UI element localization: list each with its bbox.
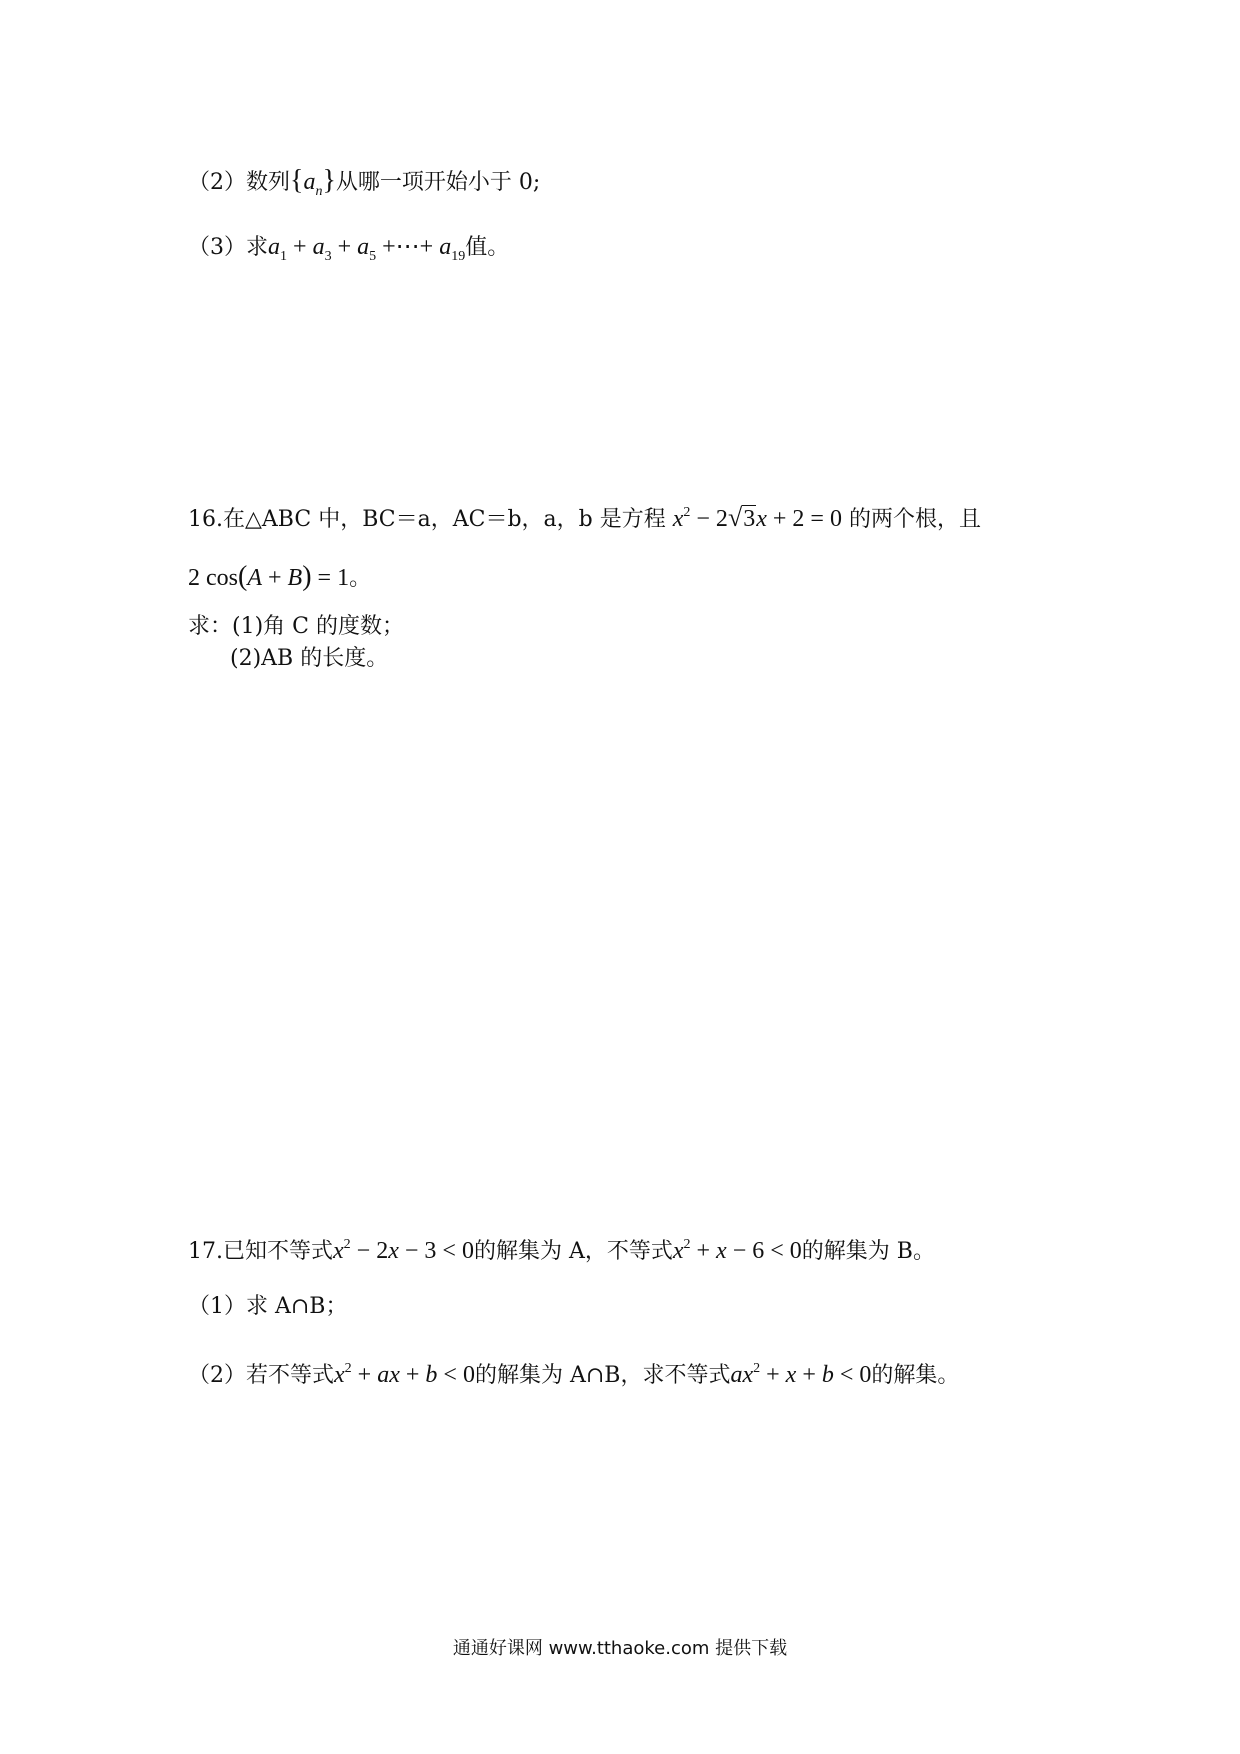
q17-inequality-b: $x^2 + x - 6 < 0$ xyxy=(672,1237,802,1264)
q16-text-a: 在△ABC 中，BC＝a，AC＝b，a，b 是方程 xyxy=(223,507,666,532)
q16-condition xyxy=(188,562,371,594)
q16-text-b: 的两个根，且 xyxy=(848,507,981,532)
q17-part2-line xyxy=(188,1354,959,1391)
q17-inequality-c: $x^2$ + ax + b < 0 xyxy=(334,1361,475,1388)
q17-part2-text-b: 的解集为 A∩B，求不等式 xyxy=(474,1363,731,1388)
q17-text-c: 的解集为 B。 xyxy=(801,1239,935,1264)
q17-part1: （1）求 A∩B； xyxy=(188,1294,348,1319)
q17-number: 17. xyxy=(188,1239,223,1264)
page-footer: 通通好课网 www.tthaoke.com 提供下载 xyxy=(452,1638,788,1659)
q17-inequality-d: $ax^2 + x + b < 0$ xyxy=(730,1361,872,1388)
q15-part3-text-b: 值。 xyxy=(465,235,510,260)
q17-part2-label: （2） xyxy=(188,1363,246,1388)
q17-statement xyxy=(188,1230,935,1267)
q17-part2-text-c: 的解集。 xyxy=(871,1363,960,1388)
q17-text-a: 已知不等式 xyxy=(223,1239,334,1264)
q15-part3-label: （3） xyxy=(188,235,246,260)
q16-equation: $x^2 - 2√3x + 2 = 0$ xyxy=(672,503,842,532)
sequence-an-formula: $\{a_n\}$ xyxy=(290,165,336,199)
q16-cos-condition: 2 cos(A + B) = 1 xyxy=(188,561,350,592)
q16-ask1-line xyxy=(188,612,404,642)
q15-part2-label: （2） xyxy=(188,170,246,195)
q17-part2-text-a: 若不等式 xyxy=(246,1363,335,1388)
q15-part2-text-b: 从哪一项开始小于 0; xyxy=(335,170,541,195)
q17-part1-line xyxy=(188,1292,347,1322)
q15-part3 xyxy=(188,232,509,272)
q15-part2 xyxy=(188,166,540,207)
q17-inequality-a: $x^2 - 2x - 3 < 0$ xyxy=(333,1237,474,1264)
odd-terms-sum-formula: $a_1 + a_3 + a_5$ +⋯+ $a_{19}$ xyxy=(268,234,466,264)
q15-part3-text-a: 求 xyxy=(246,235,269,260)
q16-ask1: (1)角 C 的度数； xyxy=(232,614,404,639)
q16-condition-end: 。 xyxy=(349,566,372,591)
q17-text-b: 的解集为 A，不等式 xyxy=(473,1239,673,1264)
q16-statement xyxy=(188,498,981,535)
q15-part2-text-a: 数列 xyxy=(246,170,291,195)
q16-ask2-line xyxy=(230,644,388,674)
q16-ask-label: 求： xyxy=(188,614,233,639)
q16-number: 16. xyxy=(188,507,223,532)
q16-ask2: (2)AB 的长度。 xyxy=(230,646,389,671)
